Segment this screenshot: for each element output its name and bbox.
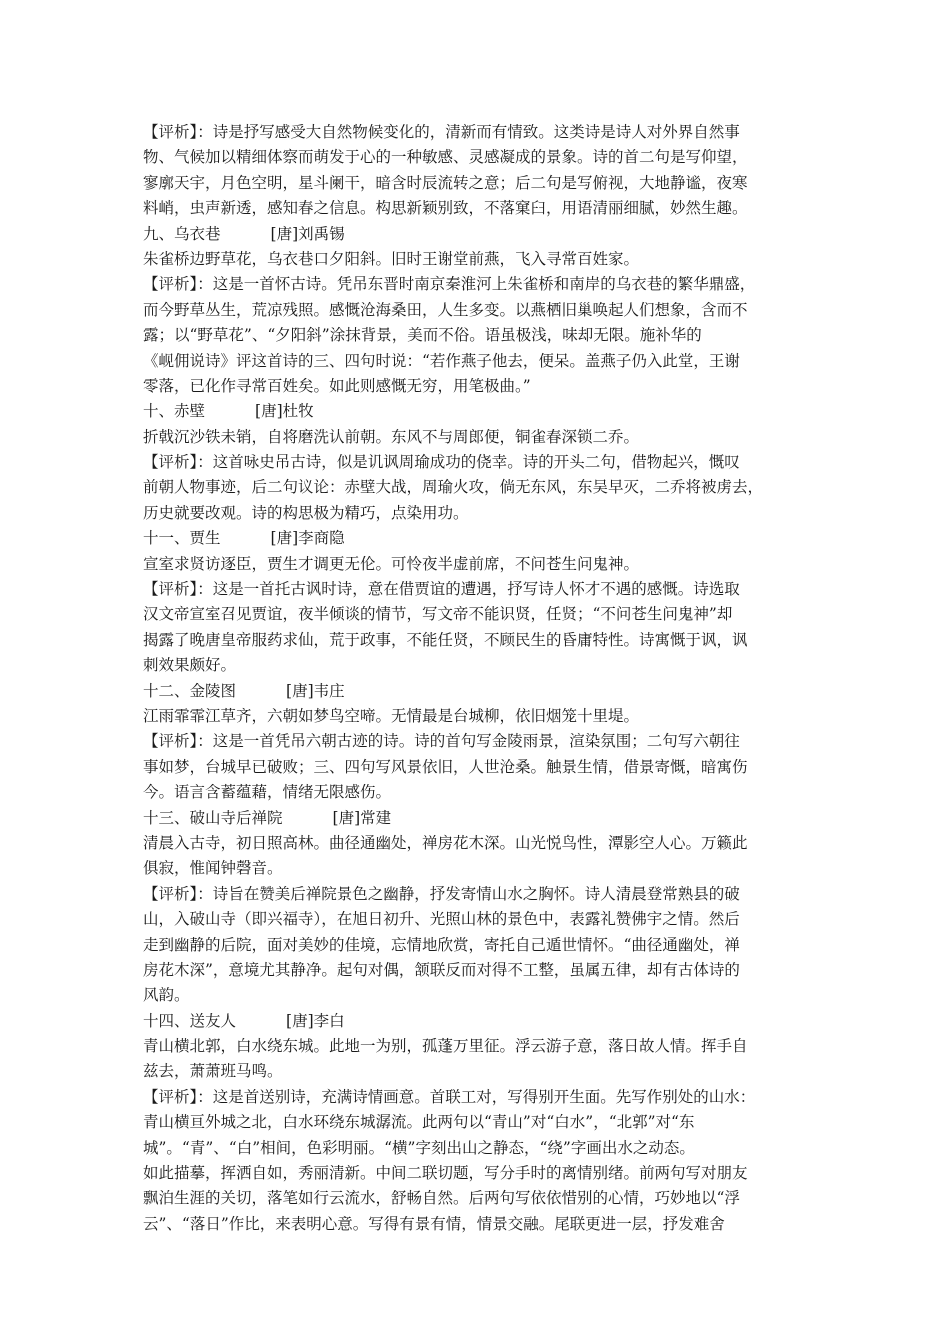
poem-title: 九、乌衣巷 [143,224,221,243]
text-line: 【评析】：这是首送别诗，充满诗情画意。首联工对，写得别开生面。先写作别处的山水： [143,1087,756,1106]
text-line: 刺效果颇好。 [143,656,237,675]
poem-title-line [143,222,813,247]
poem-title: 十三、破山寺后禅院 [143,808,283,827]
poem-title: 十二、金陵图 [143,681,237,700]
text-line: 云”、“落日”作比，来表明心意。写得有景有情，情景交融。尾联更进一层，抒发难舍 [143,1214,725,1233]
text-line: 物、气候加以精细体察而萌发于心的一种敏感、灵感凝成的景象。诗的首二句是写仰望， [143,148,748,167]
text-line: 山，入破山寺（即兴福寺），在旭日初升、光照山林的景色中，表露礼赞佛宇之情。然后 [143,910,740,929]
text-line: 寥廓天宇，月色空明，星斗阑干，暗含时辰流转之意；后二句是写俯视，大地静谧，夜寒 [143,173,748,192]
poem-title-line [143,399,813,424]
poem-author: [唐]杜牧 [255,402,314,421]
text-line: 料峭，虫声新透，感知春之信息。构思新颖别致，不落窠臼，用语清丽细腻，妙然生趣。 [143,199,748,218]
poem-author: [唐]刘禹锡 [270,224,345,243]
poem-author: [唐]李白 [286,1011,345,1030]
poem-title: 十一、贾生 [143,529,221,548]
text-line: 【评析】：这是一首怀古诗。凭吊东晋时南京秦淮河上朱雀桥和南岸的乌衣巷的繁华鼎盛， [143,275,756,294]
text-line: 俱寂，惟闻钟磬音。 [143,859,283,878]
poem-title-line [143,526,813,551]
text-line: 折戟沉沙铁未销，自将磨洗认前朝。东风不与周郎便，铜雀春深锁二乔。 [143,427,640,446]
text-line: 青山横北郭，白水绕东城。此地一为别，孤蓬万里征。浮云游子意，落日故人情。挥手自 [143,1037,748,1056]
text-line: 如此描摹，挥洒自如，秀丽清新。中间二联切题，写分手时的离情别绪。前两句写对朋友 [143,1164,748,1183]
text-line: 房花木深”，意境尤其静净。起句对偶，颔联反而对得不工整，虽属五律，却有古体诗的 [143,960,740,979]
text-line: 青山横亘外城之北，白水环绕东城潺流。此两句以“青山”对“白水”，“北郭”对“东 [143,1113,695,1132]
poem-title-line [143,1009,813,1034]
text-line: 兹去，萧萧班马鸣。 [143,1062,283,1081]
text-line: 揭露了晚唐皇帝服药求仙，荒于政事，不能任贤，不顾民生的昏庸特性。诗寓慨于讽，讽 [143,630,748,649]
text-line: 《岘佣说诗》评这首诗的三、四句时说：“若作燕子他去，便呆。盖燕子仍入此堂，王谢 [143,351,740,370]
text-line: 历史就要改观。诗的构思极为精巧，点染用功。 [143,503,469,522]
document-page [143,120,813,1237]
text-line: 零落，已化作寻常百姓矣。如此则感慨无穷，用笔极曲。” [143,376,531,395]
text-line: 露；以“野草花”、“夕阳斜”涂抹背景，美而不俗。语虽极浅，味却无限。施补华的 [143,326,702,345]
text-line: 【评析】：诗是抒写感受大自然物候变化的，清新而有情致。这类诗是诗人对外界自然事 [143,123,740,141]
poem-title-line [143,679,813,704]
text-line: 【评析】：诗旨在赞美后禅院景色之幽静，抒发寄情山水之胸怀。诗人清晨登常熟县的破 [143,884,740,903]
text-line: 风韵。 [143,986,190,1005]
poem-author: [唐]韦庄 [286,681,345,700]
text-line: 城”。“青”、“白”相间，色彩明丽。“横”字刻出山之静态，“绕”字画出水之动态。 [143,1138,695,1157]
text-line: 事如梦，台城早已破败；三、四句写风景依旧，人世沧桑。触景生情，借景寄慨，暗寓伤 [143,757,748,776]
text-line: 走到幽静的后院，面对美妙的佳境，忘情地欣赏，寄托自己遁世情怀。“曲径通幽处，禅 [143,935,740,954]
poem-title: 十、赤壁 [143,402,206,421]
poem-author: [唐]李商隐 [270,529,345,548]
text-line: 而今野草丛生，荒凉残照。感慨沧海桑田，人生多变。以燕栖旧巢唤起人们想象，含而不 [143,300,748,319]
text-line: 朱雀桥边野草花，乌衣巷口夕阳斜。旧时王谢堂前燕，飞入寻常百姓家。 [143,249,640,268]
text-line: 江雨霏霏江草齐，六朝如梦鸟空啼。无情最是台城柳，依旧烟笼十里堤。 [143,706,640,725]
text-line: 汉文帝宣室召见贾谊，夜半倾谈的情节，写文帝不能识贤，任贤；“不问苍生问鬼神”却 [143,605,733,624]
text-line: 宣室求贤访逐臣，贾生才调更无伦。可怜夜半虚前席，不问苍生问鬼神。 [143,554,640,573]
poem-author: [唐]常建 [332,808,392,827]
text-line: 前朝人物事迹，后二句议论：赤壁大战，周瑜火攻，倘无东风，东吴早灭，二乔将被虏去， [143,478,764,497]
text-line: 今。语言含蓄蕴藉，情绪无限感伤。 [143,783,392,802]
poem-title-line [143,806,813,831]
text-line: 【评析】：这首咏史吊古诗，似是讥讽周瑜成功的侥幸。诗的开头二句，借物起兴，慨叹 [143,453,740,472]
text-line: 清晨入古寺，初日照高林。曲径通幽处，禅房花木深。山光悦鸟性，潭影空人心。万籁此 [143,833,748,852]
text-line: 【评析】：这是一首凭吊六朝古迹的诗。诗的首句写金陵雨景，渲染氛围；二句写六朝往 [143,732,740,751]
poem-title: 十四、送友人 [143,1011,237,1030]
text-line: 【评析】：这是一首托古讽时诗，意在借贾谊的遭遇，抒写诗人怀才不遇的感慨。诗选取 [143,580,740,599]
text-line: 飘泊生涯的关切，落笔如行云流水，舒畅自然。后两句写依依惜别的心情，巧妙地以“浮 [143,1189,740,1208]
